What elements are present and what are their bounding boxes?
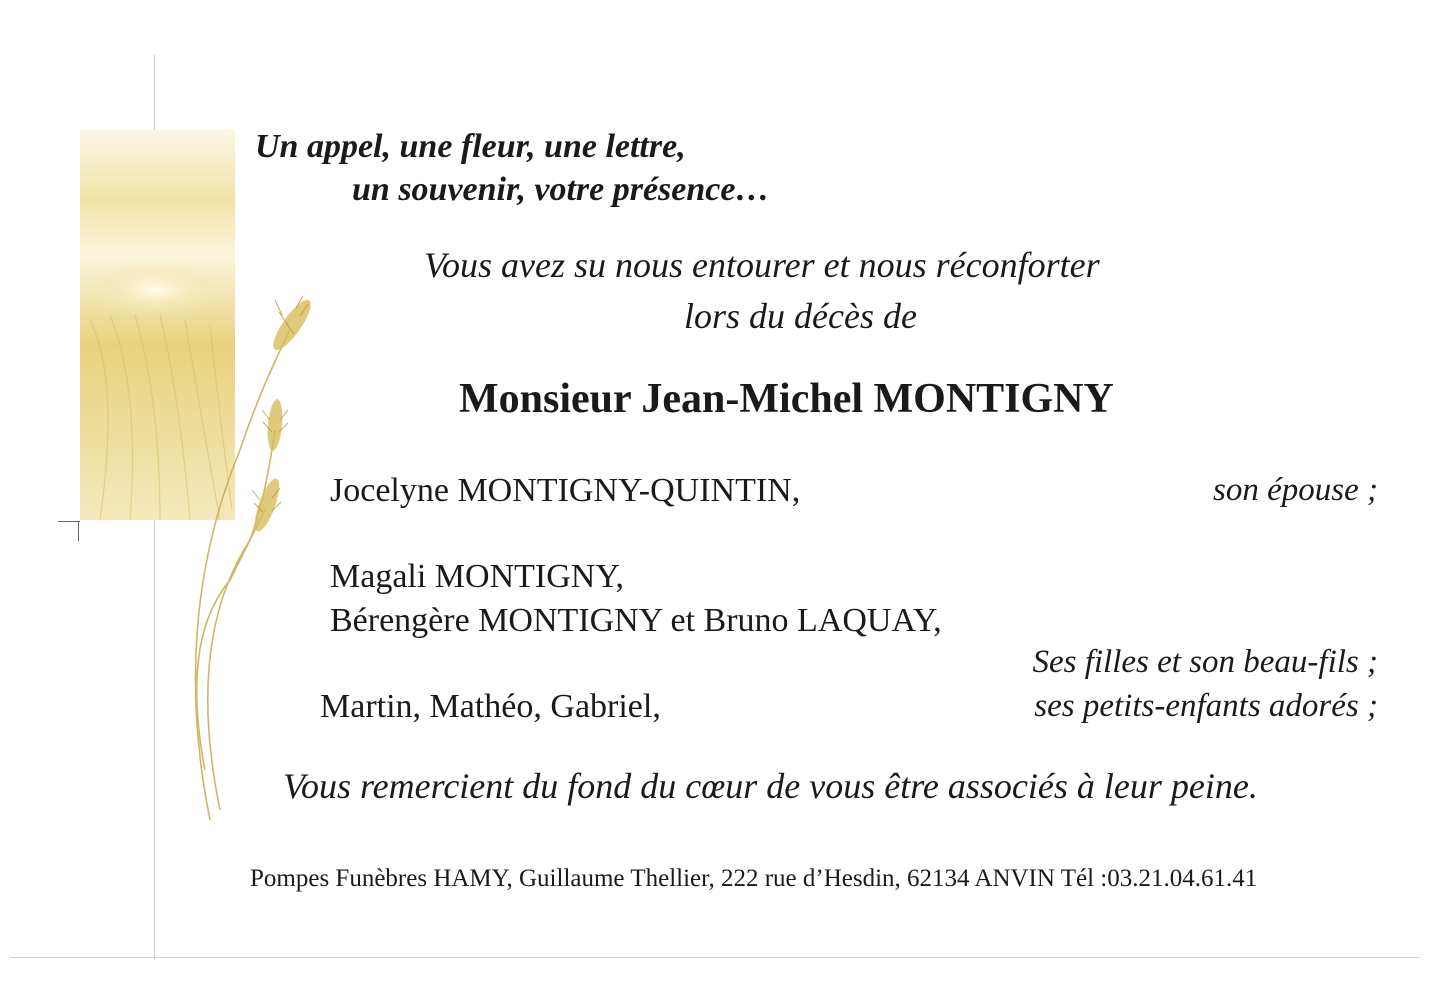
family-member-name: Jocelyne MONTIGNY-QUINTIN, (330, 472, 801, 509)
message-line-1: Vous avez su nous entourer et nous réconforter (424, 245, 1100, 285)
intro-line-1: Un appel, une fleur, une lettre, (255, 128, 686, 165)
funeral-home-footer: Pompes Funèbres HAMY, Guillaume Thellier, 222 rue d’Hesdin, 62134 ANVIN Tél :03.21.04.61.41 (250, 865, 1258, 892)
family-member-name: Bérengère MONTIGNY et Bruno LAQUAY, (330, 602, 942, 639)
intro-line-2: un souvenir, votre présence… (352, 171, 770, 208)
message-line-2: lors du décès de (684, 296, 917, 336)
horizontal-border-line (10, 957, 1420, 958)
family-member-relation: ses petits-enfants adorés ; (1034, 688, 1378, 724)
family-member-name: Martin, Mathéo, Gabriel, (320, 688, 661, 725)
family-member-relation: Ses filles et son beau-fils ; (1032, 644, 1378, 680)
wheat-field-icon (60, 120, 350, 840)
closing-message: Vous remercient du fond du cœur de vous être associés à leur peine. (283, 766, 1258, 806)
family-member-relation: son épouse ; (1213, 472, 1378, 508)
deceased-name: Monsieur Jean-Michel MONTIGNY (459, 376, 1114, 422)
family-member-name: Magali MONTIGNY, (330, 558, 625, 595)
